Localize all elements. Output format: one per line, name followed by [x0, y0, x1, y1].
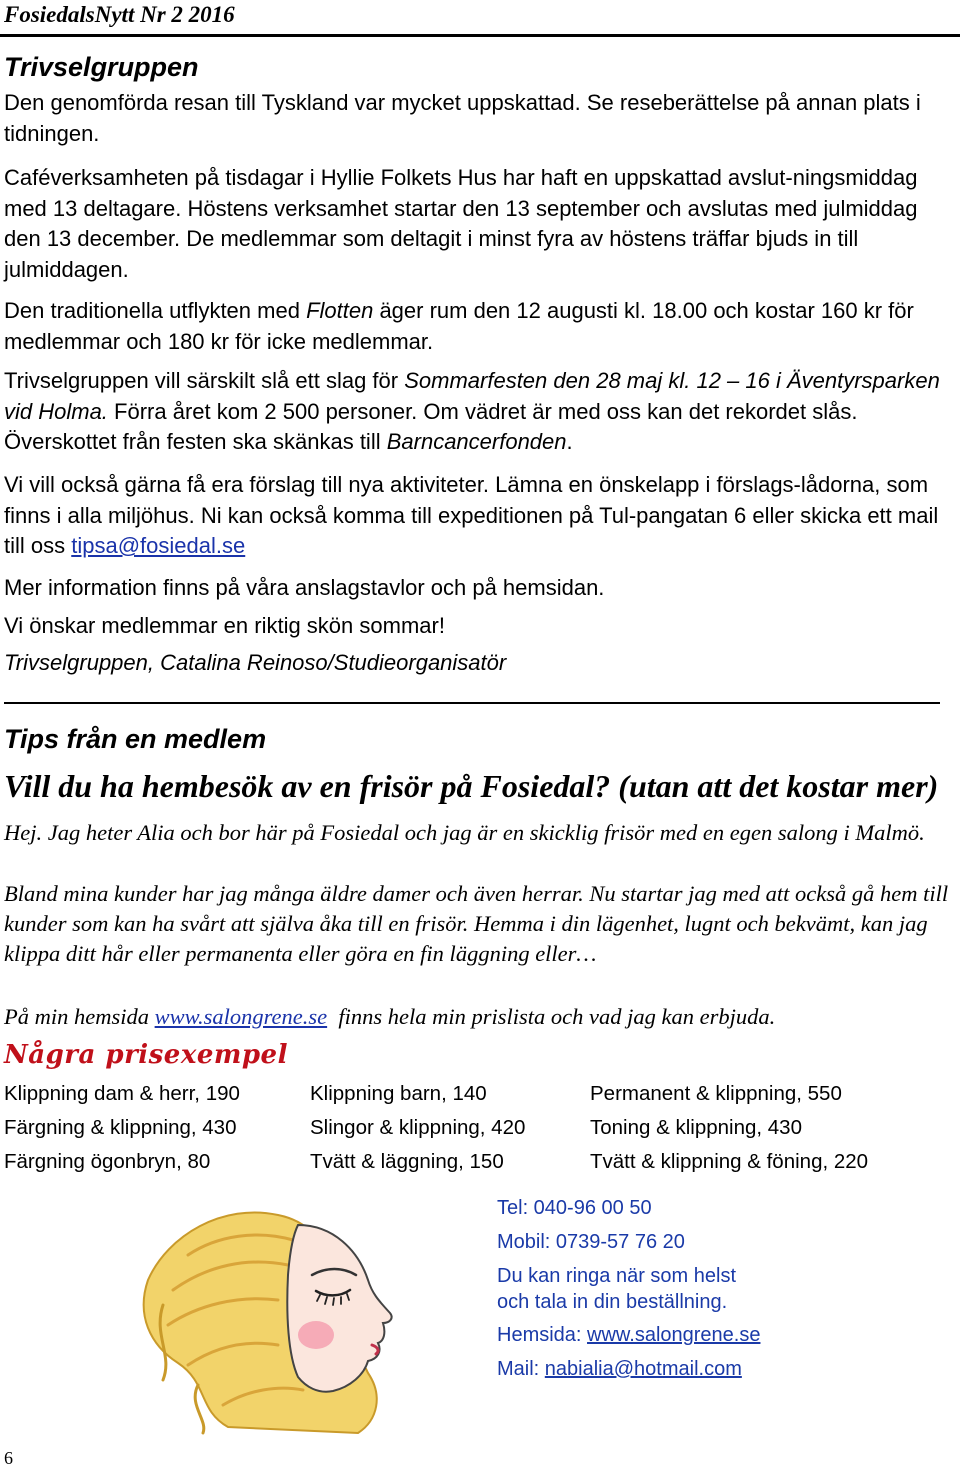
price-item: Slingor & klippning, 420 [310, 1116, 526, 1139]
contact-call-line-2: och tala in din beställning. [497, 1291, 728, 1313]
trivsel-signature: Trivselgruppen, Catalina Reinoso/Studieorganisatör [4, 650, 507, 675]
trivsel-para-6: Mer information finns på våra anslagstavlor och på hemsidan. [4, 575, 605, 600]
contact-call-line-1: Du kan ringa när som helst [497, 1265, 737, 1287]
trivsel-section-2 [4, 163, 956, 285]
tips-body-2 [4, 879, 956, 969]
price-item: Klippning barn, 140 [310, 1082, 487, 1105]
price-item: Klippning dam & herr, 190 [4, 1082, 240, 1105]
header-rule [0, 34, 960, 37]
salong-website-link[interactable]: www.salongrene.se [154, 1004, 328, 1029]
trivsel-para-5: Vi vill också gärna få era förslag till nya aktiviteter. Lämna en önskelapp i förslags-lådorna, som finns i alla miljöhus. Ni kan också komma till expeditionen på Tul-pangatan 6 eller skicka ett mail till oss tipsa@fosiedal.se [4, 472, 939, 558]
price-item: Färgning ögonbryn, 80 [4, 1150, 211, 1173]
trivsel-signature-block [4, 648, 956, 679]
tips-body-3 [4, 1002, 956, 1032]
tips-headline: Vill du ha hembesök av en frisör på Fosiedal? (utan att det kostar mer) [4, 768, 939, 804]
page-number: 6 [4, 1448, 13, 1468]
price-item: Tvätt & läggning, 150 [310, 1150, 504, 1173]
contact-mobile: Mobil: 0739-57 76 20 [497, 1231, 685, 1253]
cheek-blush [298, 1321, 334, 1349]
tips-body-1 [4, 818, 956, 848]
trivsel-section-3 [4, 296, 956, 357]
trivsel-section-5 [4, 470, 956, 562]
section-divider [4, 702, 940, 704]
trivsel-para-2: Caféverksamheten på tisdagar i Hyllie Folkets Hus har haft en uppskattad avslut-ningsmiddag med 13 deltagare. Höstens verksamhet startar den 13 september och avslutas med julmiddag den 13 december. De medlemmar som deltagit i minst fyra av höstens träffar bjuds in till julmiddagen. [4, 165, 918, 282]
face-shape [287, 1225, 391, 1392]
trivsel-heading: Trivselgruppen [4, 52, 199, 82]
woman-face-illustration [128, 1195, 468, 1435]
tips-heading: Tips från en medlem [4, 724, 267, 754]
price-item: Färgning & klippning, 430 [4, 1116, 237, 1139]
price-item: Tvätt & klippning & föning, 220 [590, 1150, 869, 1173]
price-item: Toning & klippning, 430 [590, 1116, 802, 1139]
tipsa-email-link[interactable]: tipsa@fosiedal.se [71, 533, 246, 558]
trivsel-section-6 [4, 573, 956, 604]
tips-para-2: Bland mina kunder har jag många äldre damer och även herrar. Nu startar jag med att också gå hem till kunder som kan ha svårt att själva åka till en frisör. Hemma i din lägenhet, lugnt och bekvämt, kan jag klippa ditt hår eller permanenta eller göra en fin läggning eller… [4, 881, 949, 966]
contact-mail-link[interactable]: nabialia@hotmail.com [544, 1358, 742, 1380]
trivsel-section [4, 88, 956, 149]
contact-website: Hemsida: www.salongrene.se [497, 1324, 761, 1346]
trivsel-section-7 [4, 611, 956, 642]
contact-tel: Tel: 040-96 00 50 [497, 1197, 652, 1219]
contact-call-note [497, 1263, 736, 1315]
trivsel-para-1: Den genomförda resan till Tyskland var mycket uppskattad. Se reseberättelse på annan plats i tidningen. [4, 90, 921, 146]
trivsel-para-7: Vi önskar medlemmar en riktig skön sommar! [4, 613, 445, 638]
contact-website-link[interactable]: www.salongrene.se [587, 1324, 761, 1346]
prices-title: Några prisexempel [4, 1040, 288, 1070]
tips-para-1: Hej. Jag heter Alia och bor här på Fosiedal och jag är en skicklig frisör med en egen salong i Malmö. [4, 820, 925, 845]
contact-mail: Mail: nabialia@hotmail.com [497, 1358, 742, 1380]
tips-para-3: På min hemsida www.salongrene.se finns hela min prislista och vad jag kan erbjuda. [4, 1004, 776, 1029]
running-head: FosiedalsNytt Nr 2 2016 [4, 2, 235, 27]
price-item: Permanent & klippning, 550 [590, 1082, 842, 1105]
trivsel-para-4: Trivselgruppen vill särskilt slå ett slag för Sommarfesten den 28 maj kl. 12 – 16 i Äventyrsparken vid Holma. Förra året kom 2 500 personer. Om vädret är med oss kan det rekordet slås. Överskottet från festen ska skänkas till Barncancerfonden. [4, 368, 940, 454]
trivsel-section-4 [4, 366, 956, 458]
trivsel-para-3: Den traditionella utflykten med Flotten äger rum den 12 augusti kl. 18.00 och kostar 160 kr för medlemmar och 180 kr för icke medlemmar. [4, 298, 914, 354]
